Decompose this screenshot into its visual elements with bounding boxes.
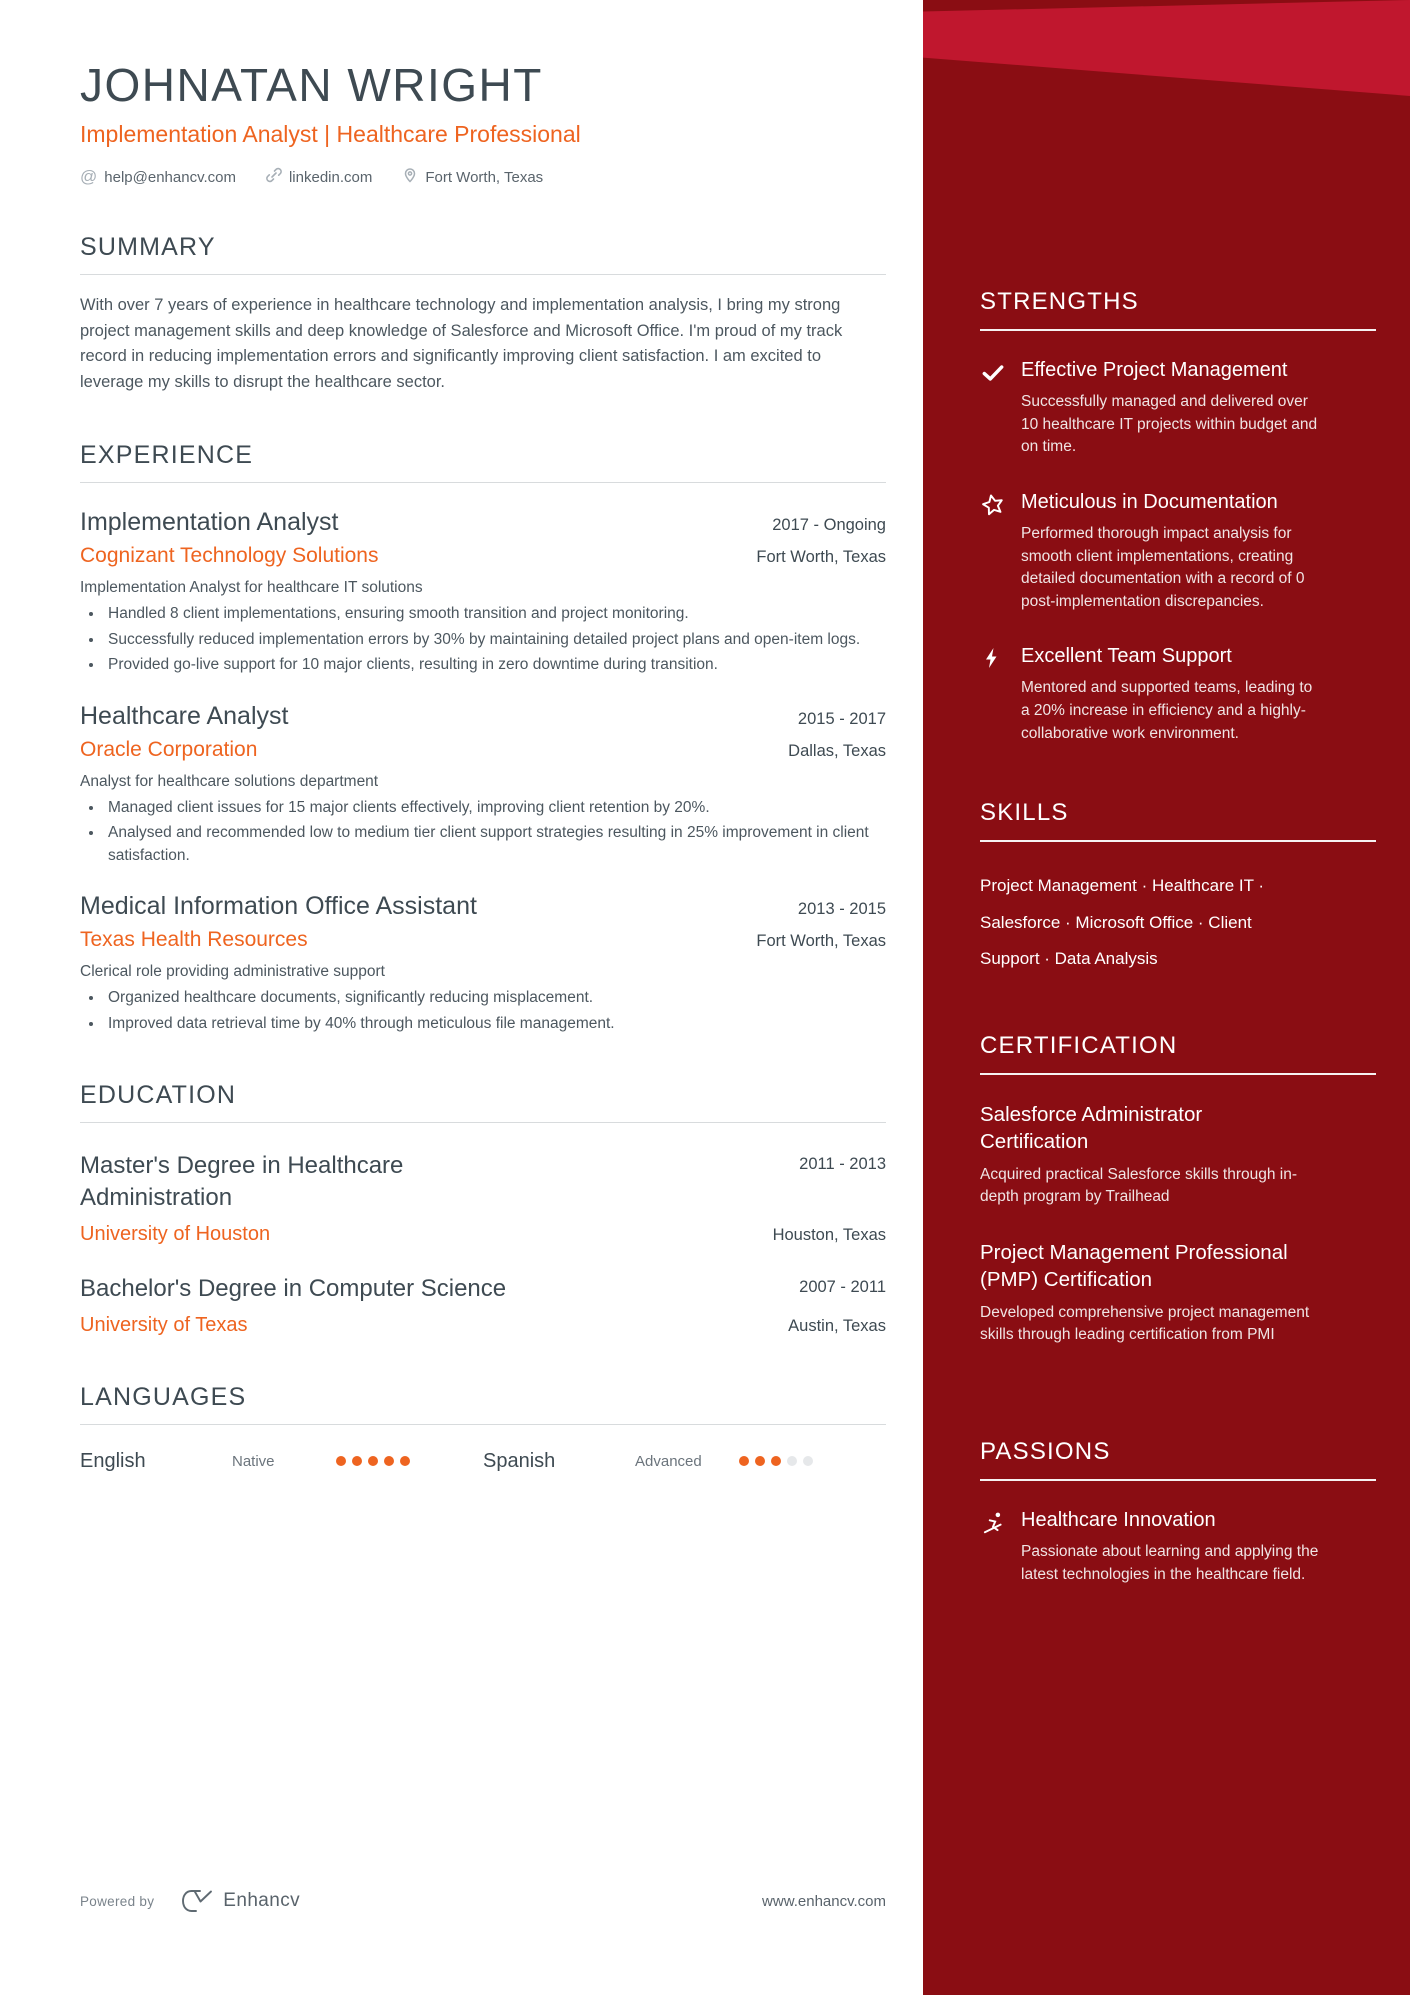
degree-dates: 2007 - 2011: [799, 1277, 886, 1296]
job-bullet-list: [80, 603, 886, 676]
job-title: Medical Information Office Assistant: [80, 892, 477, 921]
language-name: English: [80, 1449, 146, 1472]
job-bullet-list: [80, 797, 886, 867]
enhancv-logo-icon[interactable]: [180, 1888, 214, 1914]
certification-heading: CERTIFICATION: [980, 1032, 1376, 1075]
certification-title: Project Management Professional (PMP) Certification: [980, 1240, 1288, 1291]
certification-item: [980, 1239, 1376, 1347]
language-level: Native: [232, 1452, 275, 1470]
degree-school: University of Texas: [80, 1313, 248, 1336]
contact-row: [80, 167, 886, 187]
at-icon: @: [80, 167, 98, 186]
bullet-item: • Analysed and recommended low to medium tier client support strategies resulting in 25% improvement in client satisfaction.: [104, 822, 886, 867]
contact-link[interactable]: [266, 167, 372, 187]
passion-item: [980, 1507, 1376, 1586]
job-company: Oracle Corporation: [80, 737, 258, 761]
footer-website[interactable]: www.enhancv.com: [762, 1892, 886, 1910]
language-level: Advanced: [635, 1452, 702, 1470]
degree-entry: [80, 1150, 886, 1246]
degree-title: Master's Degree in Healthcare Administration: [80, 1152, 404, 1211]
job-location: Fort Worth, Texas: [756, 932, 886, 951]
education-heading: EDUCATION: [80, 1081, 886, 1123]
strengths-heading: STRENGTHS: [980, 288, 1376, 331]
job-bullet-list: [80, 987, 886, 1035]
experience-section: [80, 441, 886, 1035]
job-dates: 2017 - Ongoing: [772, 516, 886, 535]
job-description: Analyst for healthcare solutions department: [80, 772, 379, 790]
job-title: Healthcare Analyst: [80, 701, 289, 730]
summary-heading: SUMMARY: [80, 233, 886, 275]
enhancv-brand-text[interactable]: Enhancv: [223, 1890, 301, 1911]
degree-dates: 2011 - 2013: [799, 1155, 886, 1173]
certification-section: [980, 1032, 1376, 1346]
skills-list: Project Management · Healthcare IT · Salesforce · Microsoft Office · Client Support · Data Analysis: [980, 876, 1265, 969]
summary-section: [80, 233, 886, 395]
location-pin-icon: [402, 167, 418, 187]
passion-text: Passionate about learning and applying the latest technologies in the healthcare field.: [1021, 1543, 1319, 1583]
experience-heading: EXPERIENCE: [80, 441, 886, 483]
powered-by-label: Powered by: [80, 1893, 155, 1909]
languages-heading: LANGUAGES: [80, 1383, 886, 1425]
main-column: [80, 0, 886, 1473]
job-dates: 2015 - 2017: [797, 709, 886, 728]
degree-title: Bachelor's Degree in Computer Science: [80, 1274, 507, 1302]
job-description: Implementation Analyst for healthcare IT solutions: [80, 579, 423, 597]
contact-email-text: help@enhancv.com: [104, 168, 236, 186]
bullet-item: • Improved data retrieval time by 40% through meticulous file management.: [104, 1013, 886, 1035]
languages-row: [80, 1450, 886, 1473]
language-item: [80, 1450, 483, 1473]
job-location: Fort Worth, Texas: [756, 548, 886, 567]
job-description: Clerical role providing administrative support: [80, 963, 385, 981]
strength-item: [980, 489, 1376, 614]
language-item: [483, 1450, 886, 1473]
skier-icon: [980, 1507, 1006, 1586]
job-location: Dallas, Texas: [788, 741, 886, 760]
contact-location-text: Fort Worth, Texas: [425, 168, 544, 186]
contact-link-text: linkedin.com: [288, 168, 373, 186]
skills-section: [980, 799, 1376, 978]
strength-item: [980, 643, 1376, 745]
strength-text: Successfully managed and delivered over 10 healthcare IT projects within budget and on time.: [1021, 393, 1318, 456]
check-icon: [980, 357, 1006, 459]
strengths-section: [980, 288, 1376, 745]
passion-title: Healthcare Innovation: [1021, 1509, 1216, 1532]
link-icon: [266, 167, 282, 187]
strength-title: Meticulous in Documentation: [1021, 490, 1278, 513]
person-title: Implementation Analyst | Healthcare Professional: [80, 121, 581, 147]
language-rating-dots: [336, 1456, 410, 1466]
job-company: Texas Health Resources: [80, 928, 308, 952]
strength-text: Performed thorough impact analysis for smooth client implementations, creating detailed documentation with a record of 0 post-implementation discrepancies.: [1021, 524, 1305, 610]
sidebar-content: [923, 0, 1410, 1587]
bullet-item: • Managed client issues for 15 major clients effectively, improving client retention by 20%.: [104, 797, 886, 819]
sidebar: [923, 0, 1410, 1995]
strength-title: Effective Project Management: [1021, 359, 1288, 381]
footer: [80, 1888, 886, 1914]
star-icon: [980, 489, 1006, 614]
strength-title: Excellent Team Support: [1021, 645, 1232, 668]
strength-item: [980, 357, 1376, 459]
bullet-item: • Organized healthcare documents, significantly reducing misplacement.: [104, 987, 886, 1009]
degree-location: Houston, Texas: [772, 1225, 886, 1244]
skills-heading: SKILLS: [980, 799, 1376, 842]
job-entry: [80, 702, 886, 867]
job-company: Cognizant Technology Solutions: [80, 544, 379, 568]
bullet-item: • Provided go-live support for 10 major clients, resulting in zero downtime during transition.: [104, 654, 886, 676]
person-name: JOHNATAN WRIGHT: [80, 59, 543, 111]
language-rating-dots: [739, 1456, 813, 1466]
certification-text: Developed comprehensive project management skills through leading certification from PMI: [980, 1303, 1310, 1344]
strength-text: Mentored and supported teams, leading to a 20% increase in efficiency and a highly-collaborative work environment.: [1021, 679, 1313, 742]
bullet-item: • Successfully reduced implementation errors by 30% by maintaining detailed project plans and open-item logs.: [104, 629, 886, 651]
job-entry: [80, 892, 886, 1035]
summary-text: With over 7 years of experience in healthcare technology and implementation analysis, I bring my strong project management skills and deep knowledge of Salesforce and Microsoft Office. I'm proud of my track record in reducing implementation errors and significantly improving client satisfaction. I am excited to leverage my skills to disrupt the healthcare sector.: [80, 296, 843, 391]
certification-item: [980, 1101, 1376, 1209]
passions-heading: PASSIONS: [980, 1438, 1376, 1481]
bolt-icon: [980, 643, 1006, 745]
job-entry: [80, 508, 886, 676]
degree-entry: [80, 1273, 886, 1337]
contact-email[interactable]: [80, 167, 236, 187]
certification-title: Salesforce Administrator Certification: [980, 1102, 1203, 1153]
certification-text: Acquired practical Salesforce skills through in-depth program by Trailhead: [980, 1165, 1298, 1206]
languages-section: [80, 1383, 886, 1473]
job-title: Implementation Analyst: [80, 508, 339, 537]
education-section: [80, 1081, 886, 1337]
language-name: Spanish: [483, 1449, 556, 1472]
job-dates: 2013 - 2015: [797, 900, 886, 919]
degree-location: Austin, Texas: [788, 1316, 886, 1335]
passions-section: [980, 1438, 1376, 1586]
contact-location: [402, 167, 543, 187]
bullet-item: • Handled 8 client implementations, ensuring smooth transition and project monitoring.: [104, 603, 886, 625]
degree-school: University of Houston: [80, 1222, 271, 1245]
